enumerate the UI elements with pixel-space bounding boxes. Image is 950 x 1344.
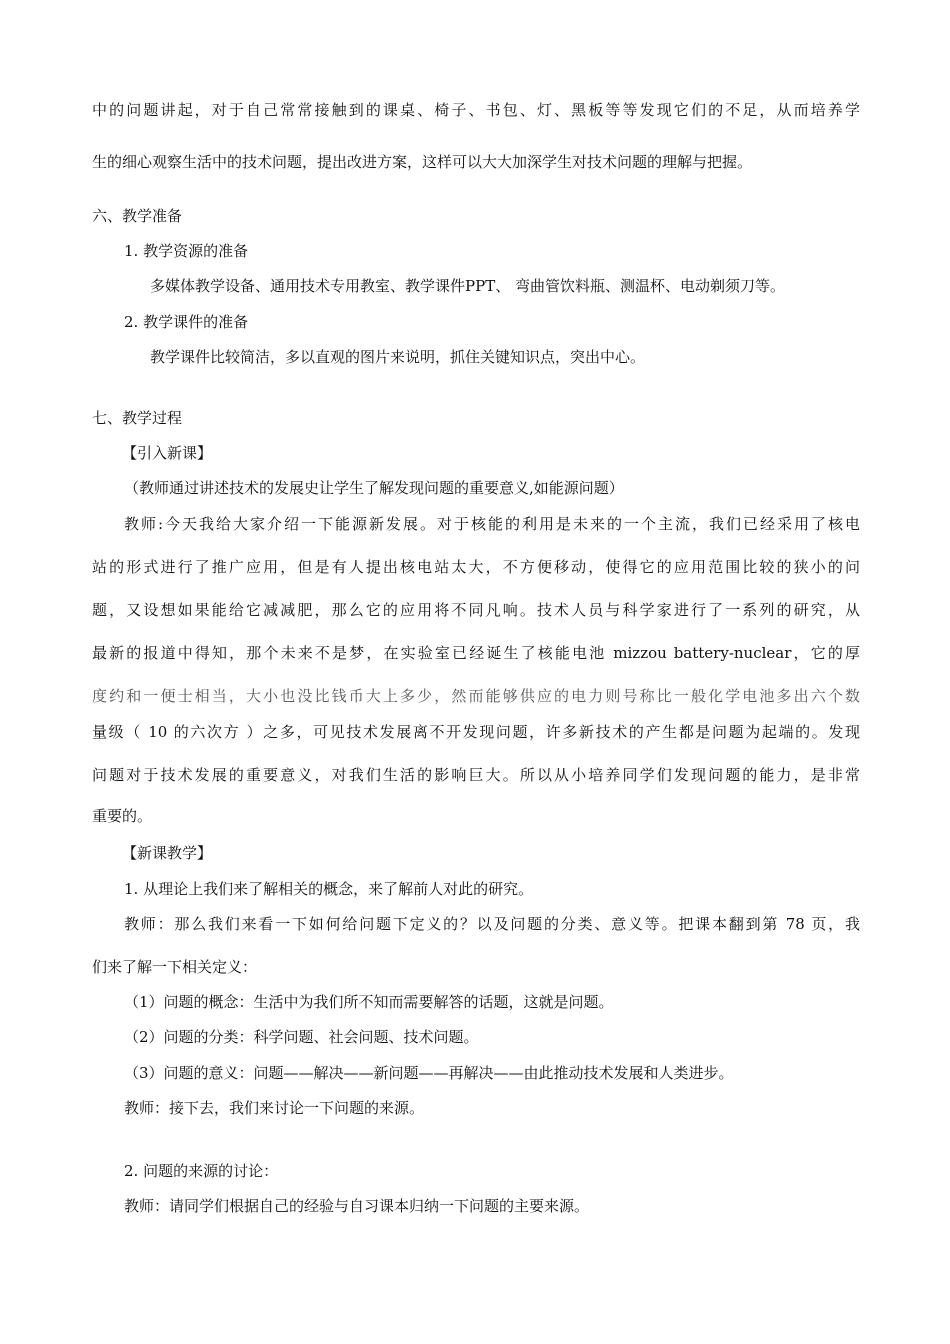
intro-lesson-note: （教师通过讲述技术的发展史让学生了解发现问题的重要意义,如能源问题） xyxy=(124,479,624,497)
definition-concept: （1）问题的概念：生活中为我们所不知而需要解答的话题，这就是问题。 xyxy=(124,993,614,1011)
teacher-paragraph-line-2: 们来了解一下相关定义： xyxy=(92,958,258,976)
teacher-paragraph-line-1: 教师：那么我们来看一下如何给问题下定义的？以及问题的分类、意义等。把课本翻到第 78 页，我 xyxy=(124,915,860,933)
intro-paragraph-line: 最新的报道中得知，那个未来不是梦，在实验室已经诞生了核能电池 mizzou battery-nuclear，它的厚 xyxy=(92,644,860,662)
section-6-heading: 六、教学准备 xyxy=(92,207,183,225)
section-6-item-2-title: 2. 教学课件的准备 xyxy=(124,313,249,331)
section-6-item-2-body: 教学课件比较简洁，多以直观的图片来说明，抓住关键知识点，突出中心。 xyxy=(150,348,646,366)
intro-paragraph-line: 问题对于技术发展的重要意义，对我们生活的影响巨大。所以从小培养同学们发现问题的能力，是非常 xyxy=(92,766,860,784)
new-lesson-point-1: 1. 从理论上我们来了解相关的概念，来了解前人对此的研究。 xyxy=(124,880,534,898)
section-6-item-1-body: 多媒体教学设备、通用技术专用教室、教学课件PPT、 弯曲管饮料瓶、测温杯、电动剃须刀等。 xyxy=(150,277,785,295)
intro-paragraph-line: 量级（ 10 的六次方 ）之多，可见技术发展离不开发现问题，许多新技术的产生都是问题为起端的。发现 xyxy=(92,723,860,741)
new-lesson-heading: 【新课教学】 xyxy=(122,844,213,862)
intro-paragraph-line: 教师:今天我给大家介绍一下能源新发展。对于核能的利用是未来的一个主流，我们已经采用了核电 xyxy=(124,515,860,533)
section-7-heading: 七、教学过程 xyxy=(92,409,183,427)
section-6-item-1-title: 1. 教学资源的准备 xyxy=(124,242,249,260)
intro-lesson-heading: 【引入新课】 xyxy=(122,444,213,462)
teacher-instruction: 教师：请同学们根据自己的经验与自习课本归纳一下问题的主要来源。 xyxy=(124,1197,590,1215)
intro-continuation-line-1: 中的问题讲起，对于自己常常接触到的课桌、椅子、书包、灯、黑板等等发现它们的不足，从而培养学 xyxy=(92,101,860,119)
intro-paragraph-line: 题，又设想如果能给它减减肥，那么它的应用将不同凡响。技术人员与科学家进行了一系列的研究，从 xyxy=(92,601,860,619)
teacher-transition: 教师：接下去，我们来讨论一下问题的来源。 xyxy=(124,1099,425,1117)
definition-classification: （2）问题的分类：科学问题、社会问题、技术问题。 xyxy=(124,1028,479,1046)
intro-continuation-line-2: 生的细心观察生活中的技术问题，提出改进方案，这样可以大大加深学生对技术问题的理解与把握。 xyxy=(92,153,753,171)
intro-paragraph-line: 站的形式进行了推广应用，但是有人提出核电站太大，不方便移动，使得它的应用范围比较的狭小的问 xyxy=(92,558,860,576)
new-lesson-point-2: 2. 问题的来源的讨论： xyxy=(124,1162,279,1180)
intro-paragraph-line: 度约和一便士相当，大小也没比钱币大上多少，然而能够供应的电力则号称比一般化学电池多出六个数 xyxy=(92,687,860,705)
intro-paragraph-line: 重要的。 xyxy=(92,807,153,825)
definition-significance: （3）问题的意义：问题——解决——新问题——再解决——由此推动技术发展和人类进步。 xyxy=(124,1064,734,1082)
